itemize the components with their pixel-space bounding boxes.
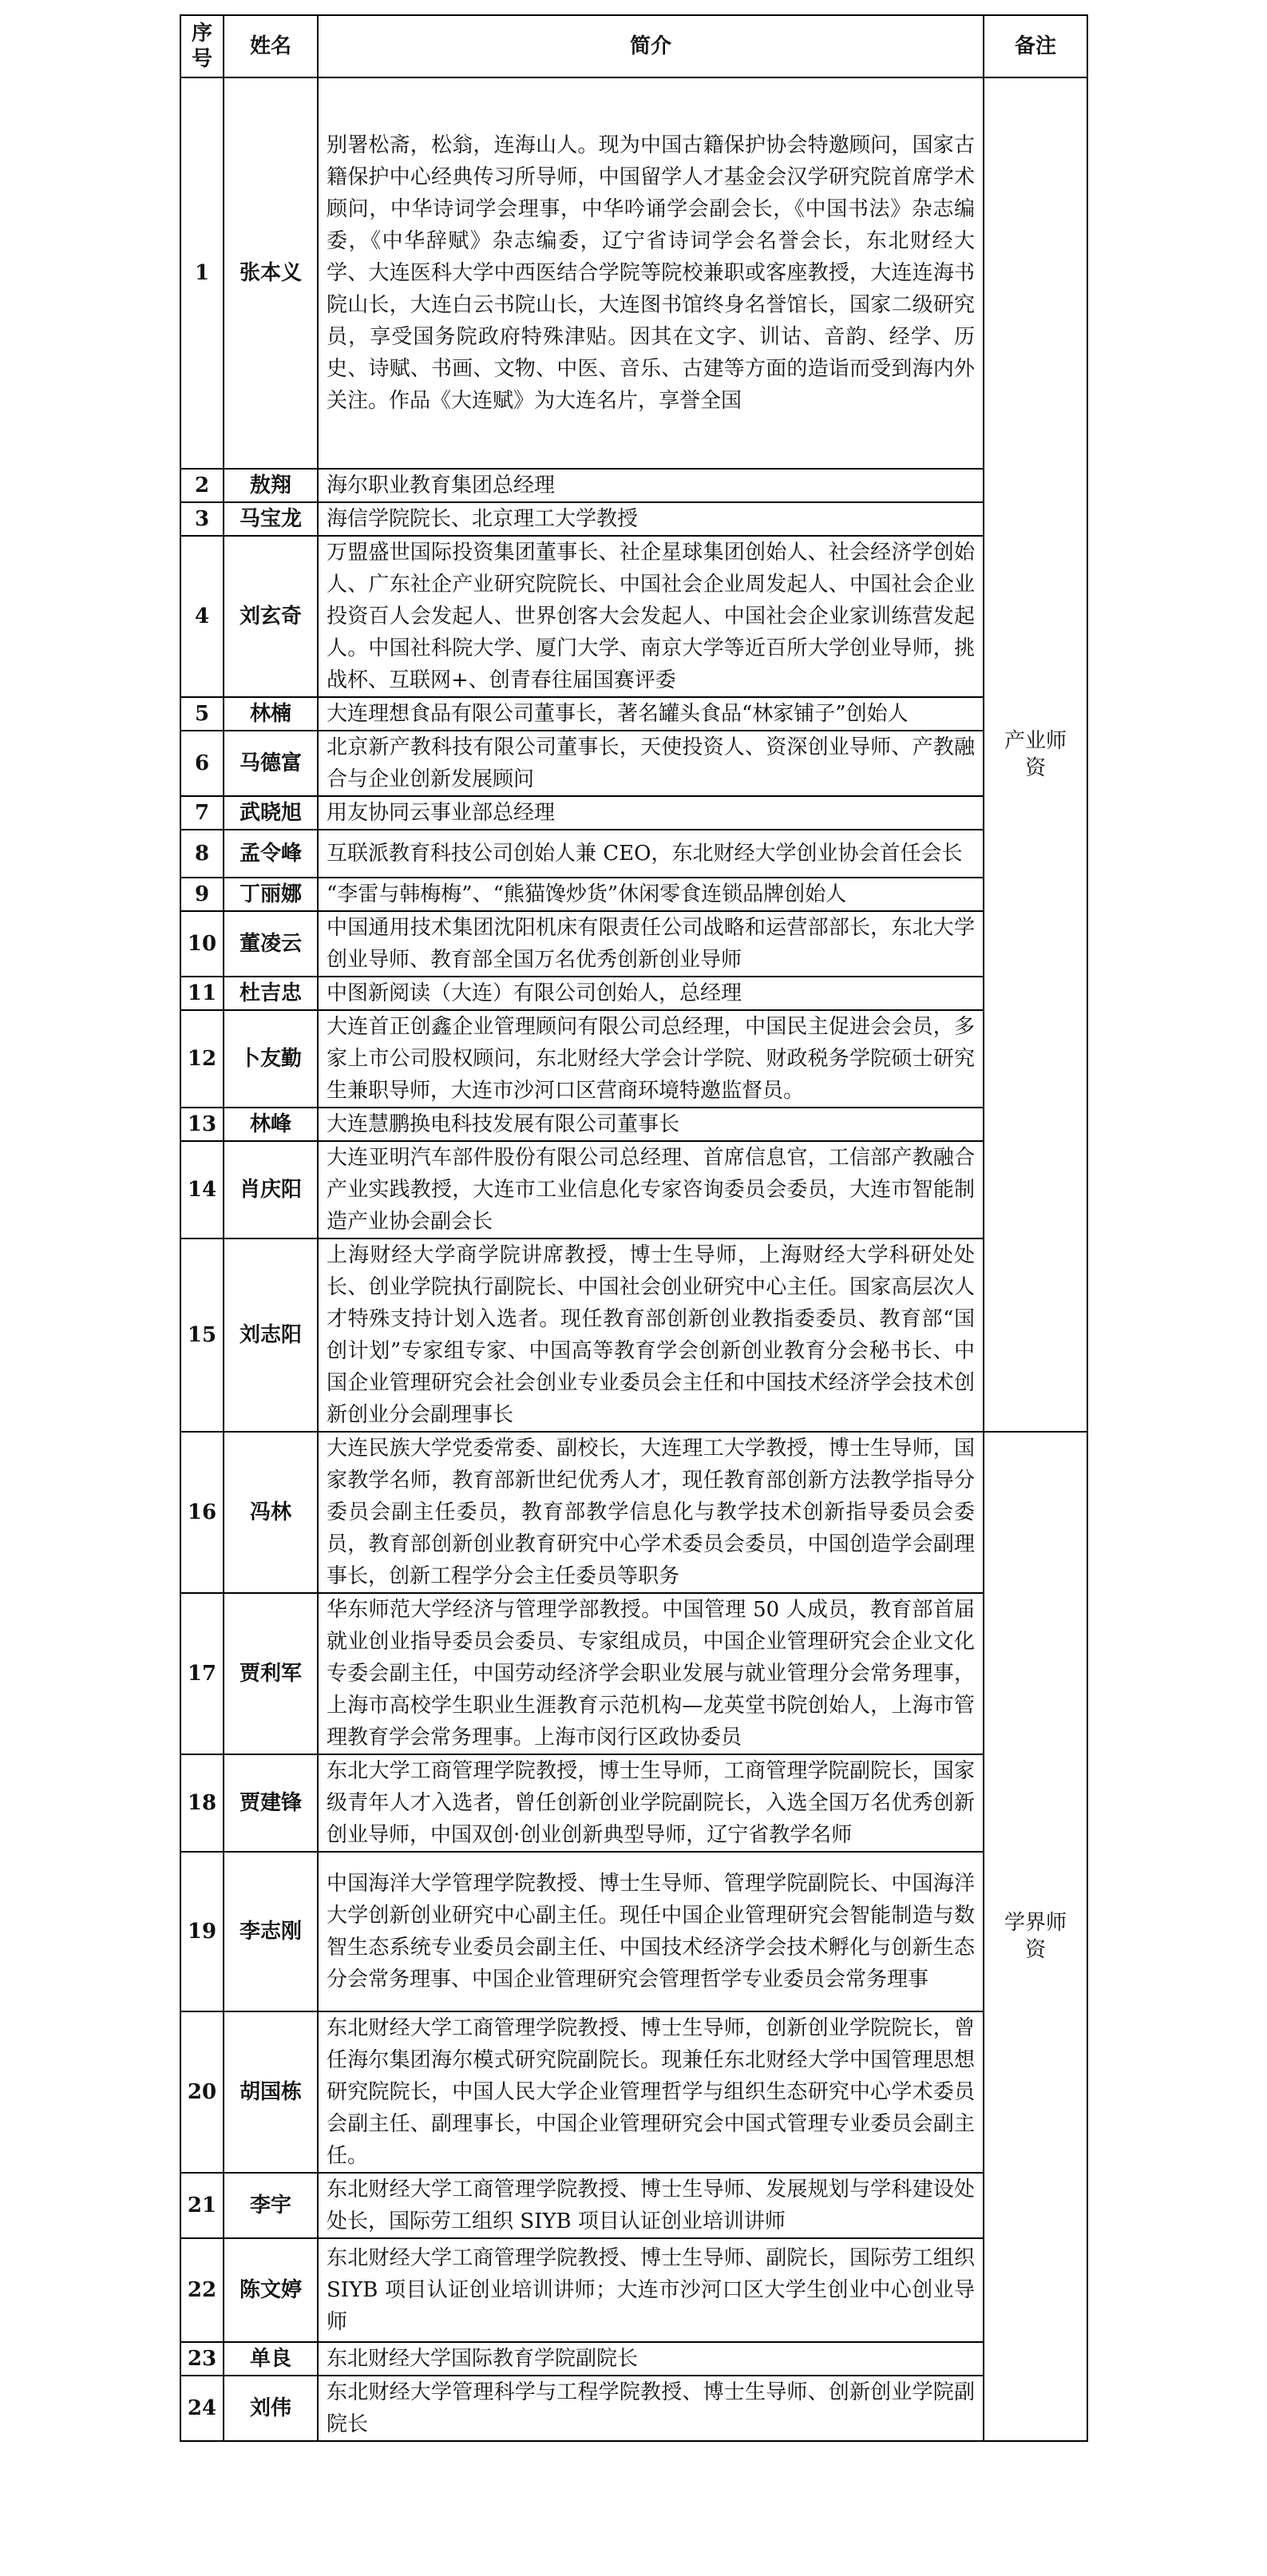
person-name: 贾建锋 [224,1754,318,1852]
person-name: 李志刚 [224,1852,318,2011]
person-intro: 互联派教育科技公司创始人兼 CEO，东北财经大学创业协会首任会长 [318,830,984,878]
person-intro: 大连慧鹏换电科技发展有限公司董事长 [318,1108,984,1141]
table-row [180,1238,1087,1432]
person-intro: 海信学院院长、北京理工大学教授 [318,502,984,536]
person-intro: 上海财经大学商学院讲席教授，博士生导师，上海财经大学科研处处长、创业学院执行副院长、中国社会创业研究中心主任。国家高层次人才特殊支持计划入选者。现任教育部创新创业教指委委员、教育部“国创计划”专家组专家、中国高等教育学会创新创业教育分会秘书长、中国企业管理研究会社会创业专业委员会主任和中国技术经济学会技术创新创业分会副理事长 [318,1238,984,1432]
person-name: 刘伟 [224,2376,318,2441]
row-number: 13 [180,1108,224,1141]
row-number: 15 [180,1238,224,1432]
note-industry-faculty [984,77,1087,1432]
note-academic-faculty [984,1432,1087,2441]
row-number: 10 [180,911,224,977]
row-number: 24 [180,2376,224,2441]
person-intro: 东北财经大学工商管理学院教授、博士生导师、副院长，国际劳工组织 SIYB 项目认证创业培训讲师；大连市沙河口区大学生创业中心创业导师 [318,2238,984,2342]
table-row [180,536,1087,697]
person-intro: 东北财经大学管理科学与工程学院教授、博士生导师、创新创业学院副院长 [318,2376,984,2441]
table-row [180,731,1087,796]
person-name: 卜友勤 [224,1010,318,1108]
person-name: 孟令峰 [224,830,318,878]
person-name: 林峰 [224,1108,318,1141]
table-row [180,911,1087,977]
row-number: 14 [180,1141,224,1238]
row-number: 23 [180,2342,224,2376]
person-name: 肖庆阳 [224,1141,318,1238]
person-intro: 东北财经大学工商管理学院教授、博士生导师，创新创业学院院长，曾任海尔集团海尔模式研究院副院长。现兼任东北财经大学中国管理思想研究院院长，中国人民大学企业管理哲学与组织生态研究中心学术委员会副主任、副理事长，中国企业管理研究会中国式管理专业委员会副主任。 [318,2011,984,2173]
table-row [180,1141,1087,1238]
person-name: 胡国栋 [224,2011,318,2173]
person-name: 冯林 [224,1432,318,1593]
row-number: 22 [180,2238,224,2342]
person-name: 敖翔 [224,469,318,502]
header-intro: 简介 [318,15,984,77]
row-number: 7 [180,796,224,830]
row-number: 16 [180,1432,224,1593]
person-intro: 中国海洋大学管理学院教授、博士生导师、管理学院副院长、中国海洋大学创新创业研究中心副主任。现任中国企业管理研究会智能制造与数智生态系统专业委员会副主任、中国技术经济学会技术孵化与创新生态分会常务理事、中国企业管理研究会管理哲学专业委员会常务理事 [318,1852,984,2011]
table-body [180,77,1087,2441]
person-name: 丁丽娜 [224,878,318,911]
person-name: 董凌云 [224,911,318,977]
table-row [180,1754,1087,1852]
person-name: 贾利军 [224,1593,318,1754]
faculty-table-sheet [180,14,1088,2442]
person-intro: 华东师范大学经济与管理学部教授。中国管理 50 人成员，教育部首届就业创业指导委员会委员、专家组成员，中国企业管理研究会企业文化专委会副主任，中国劳动经济学会职业发展与就业管理分会常务理事，上海市高校学生职业生涯教育示范机构—龙英堂书院创始人，上海市管理教育学会常务理事。上海市闵行区政协委员 [318,1593,984,1754]
header-note: 备注 [984,15,1087,77]
person-intro: 大连亚明汽车部件股份有限公司总经理、首席信息官，工信部产教融合产业实践教授，大连市工业信息化专家咨询委员会委员，大连市智能制造产业协会副会长 [318,1141,984,1238]
row-number: 21 [180,2173,224,2238]
table-row [180,1852,1087,2011]
row-number: 19 [180,1852,224,2011]
person-name: 武晓旭 [224,796,318,830]
person-intro: 东北财经大学工商管理学院教授、博士生导师、发展规划与学科建设处处长，国际劳工组织 SIYB 项目认证创业培训讲师 [318,2173,984,2238]
table-row [180,1010,1087,1108]
row-number: 2 [180,469,224,502]
row-number: 18 [180,1754,224,1852]
row-number: 20 [180,2011,224,2173]
table-row [180,1432,1087,1593]
person-intro: 中国通用技术集团沈阳机床有限责任公司战略和运营部部长，东北大学创业导师、教育部全国万名优秀创新创业导师 [318,911,984,977]
table-row [180,1593,1087,1754]
table-row [180,502,1087,536]
person-intro: 用友协同云事业部总经理 [318,796,984,830]
person-intro: 海尔职业教育集团总经理 [318,469,984,502]
table-row [180,2011,1087,2173]
table-row [180,830,1087,878]
row-number: 5 [180,697,224,731]
table-row [180,796,1087,830]
row-number: 3 [180,502,224,536]
group-label: 产业师资 [1004,729,1067,780]
person-intro: 东北大学工商管理学院教授，博士生导师，工商管理学院副院长，国家级青年人才入选者，曾任创新创业学院副院长，入选全国万名优秀创新创业导师，中国双创·创业创新典型导师，辽宁省教学名师 [318,1754,984,1852]
person-intro: “李雷与韩梅梅”、“熊猫馋炒货”休闲零食连锁品牌创始人 [318,878,984,911]
table-row [180,697,1087,731]
faculty-table [180,14,1088,2442]
table-row [180,2376,1087,2441]
person-name: 李宇 [224,2173,318,2238]
table-row [180,77,1087,469]
person-intro: 中图新阅读（大连）有限公司创始人，总经理 [318,977,984,1010]
row-number: 6 [180,731,224,796]
table-row [180,2342,1087,2376]
row-number: 8 [180,830,224,878]
person-name: 马德富 [224,731,318,796]
person-name: 刘志阳 [224,1238,318,1432]
person-intro: 北京新产教科技有限公司董事长，天使投资人、资深创业导师、产教融合与企业创新发展顾问 [318,731,984,796]
person-intro: 大连理想食品有限公司董事长，著名罐头食品“林家铺子”创始人 [318,697,984,731]
table-row [180,878,1087,911]
row-number: 12 [180,1010,224,1108]
person-intro: 东北财经大学国际教育学院副院长 [318,2342,984,2376]
group-label: 学界师资 [1004,1911,1067,1962]
row-number: 17 [180,1593,224,1754]
person-name: 陈文婷 [224,2238,318,2342]
header-name: 姓名 [224,15,318,77]
table-row [180,977,1087,1010]
table-row [180,1108,1087,1141]
person-intro: 大连民族大学党委常委、副校长，大连理工大学教授，博士生导师，国家教学名师，教育部新世纪优秀人才，现任教育部创新方法教学指导分委员会副主任委员，教育部教学信息化与教学技术创新指导委员会委员，教育部创新创业教育研究中心学术委员会委员，中国创造学会副理事长，创新工程学分会主任委员等职务 [318,1432,984,1593]
table-row [180,2238,1087,2342]
person-name: 单良 [224,2342,318,2376]
person-name: 刘玄奇 [224,536,318,697]
table-header-row [180,15,1087,77]
header-no: 序号 [180,15,224,77]
row-number: 9 [180,878,224,911]
person-name: 林楠 [224,697,318,731]
person-name: 马宝龙 [224,502,318,536]
person-intro: 大连首正创鑫企业管理顾问有限公司总经理，中国民主促进会会员，多家上市公司股权顾问，东北财经大学会计学院、财政税务学院硕士研究生兼职导师，大连市沙河口区营商环境特邀监督员。 [318,1010,984,1108]
person-name: 杜吉忠 [224,977,318,1010]
table-row [180,469,1087,502]
person-name: 张本义 [224,77,318,469]
table-row [180,2173,1087,2238]
row-number: 11 [180,977,224,1010]
person-intro: 万盟盛世国际投资集团董事长、社企星球集团创始人、社会经济学创始人、广东社企产业研究院院长、中国社会企业周发起人、中国社会企业投资百人会发起人、世界创客大会发起人、中国社会企业家训练营发起人。中国社科院大学、厦门大学、南京大学等近百所大学创业导师，挑战杯、互联网+、创青春往届国赛评委 [318,536,984,697]
row-number: 1 [180,77,224,469]
person-intro: 别署松斋，松翁，连海山人。现为中国古籍保护协会特邀顾问，国家古籍保护中心经典传习所导师，中国留学人才基金会汉学研究院首席学术顾问，中华诗词学会理事，中华吟诵学会副会长，《中国书法》杂志编委，《中华辞赋》杂志编委，辽宁省诗词学会名誉会长，东北财经大学、大连医科大学中西医结合学院等院校兼职或客座教授，大连连海书院山长，大连白云书院山长，大连图书馆终身名誉馆长，国家二级研究员，享受国务院政府特殊津贴。因其在文字、训诂、音韵、经学、历史、诗赋、书画、文物、中医、音乐、古建等方面的造诣而受到海内外关注。作品《大连赋》为大连名片，享誉全国 [318,77,984,469]
row-number: 4 [180,536,224,697]
